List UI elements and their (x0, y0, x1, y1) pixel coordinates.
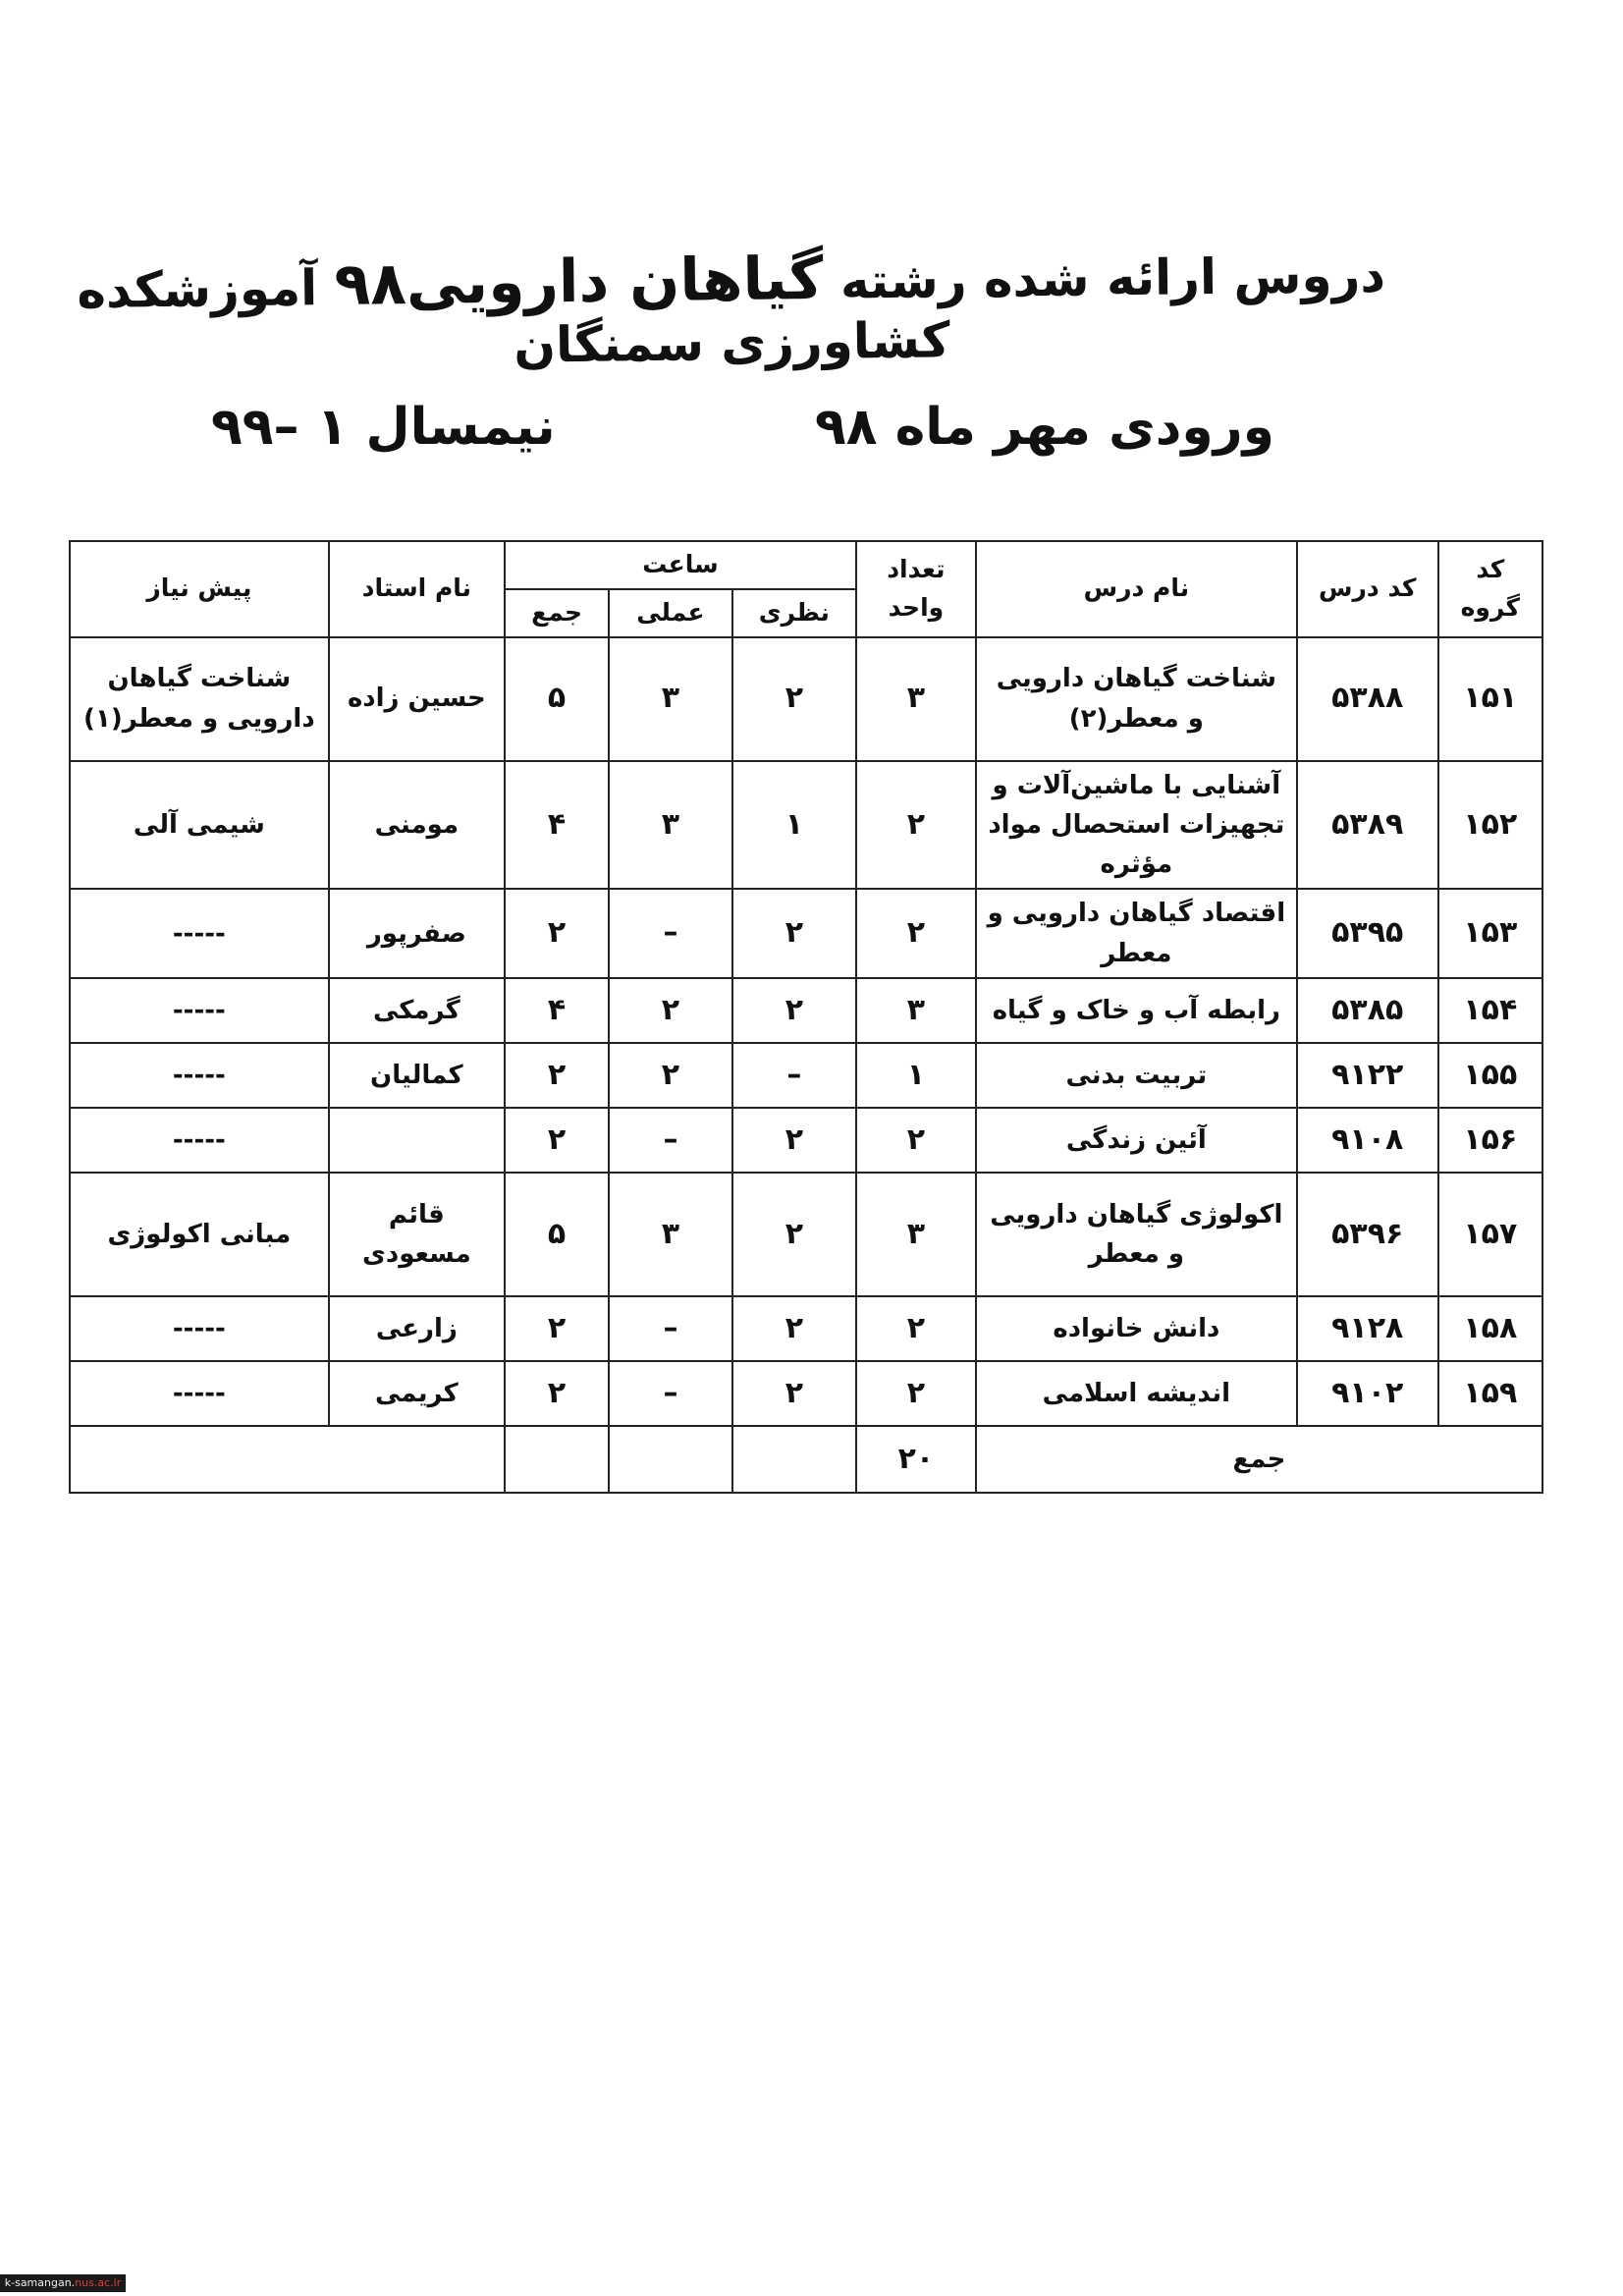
sum-units: ۲۰ (856, 1426, 976, 1493)
prereq-cell: شیمی آلی (70, 761, 329, 890)
theory-cell: ۲ (732, 1296, 856, 1361)
group-cell: ۱۵۷ (1438, 1173, 1542, 1296)
theory-cell: ۲ (732, 1173, 856, 1296)
practical-cell: – (609, 889, 732, 978)
name-cell: آشنایی با ماشین‌آلات و تجهیزات استحصال مواد مؤثره (976, 761, 1297, 890)
prereq-cell: شناخت گیاهان دارویی و معطر(۱) (70, 637, 329, 761)
theory-cell: ۱ (732, 761, 856, 890)
sum-empty-cell (732, 1426, 856, 1493)
units-cell: ۲ (856, 889, 976, 978)
prereq-cell: مبانی اکولوژی (70, 1173, 329, 1296)
name-cell: تربیت بدنی (976, 1043, 1297, 1108)
table-row (70, 889, 1542, 978)
sum-empty-cell (70, 1426, 505, 1493)
professor-cell: زارعی (329, 1296, 505, 1361)
table-row (70, 978, 1542, 1043)
name-cell: رابطه آب و خاک و گیاه (976, 978, 1297, 1043)
units-cell: ۳ (856, 1173, 976, 1296)
header-prerequisite: پیش نیاز (70, 541, 329, 637)
header-group-code: کد گروه (1438, 541, 1542, 637)
units-cell: ۳ (856, 637, 976, 761)
code-cell: ۹۱۰۸ (1297, 1108, 1438, 1173)
table-row (70, 637, 1542, 761)
code-cell: ۹۱۲۸ (1297, 1296, 1438, 1361)
name-cell: اکولوژی گیاهان دارویی و معطر (976, 1173, 1297, 1296)
code-cell: ۹۱۰۲ (1297, 1361, 1438, 1426)
table-row (70, 1361, 1542, 1426)
total-cell: ۲ (505, 1043, 609, 1108)
name-cell: دانش خانواده (976, 1296, 1297, 1361)
header-course-name: نام درس (976, 541, 1297, 637)
group-cell: ۱۵۶ (1438, 1108, 1542, 1173)
theory-cell: ۲ (732, 978, 856, 1043)
prereq-cell: ----- (70, 1361, 329, 1426)
total-cell: ۲ (505, 1108, 609, 1173)
units-cell: ۲ (856, 1296, 976, 1361)
practical-cell: ۲ (609, 978, 732, 1043)
theory-cell: ۲ (732, 1108, 856, 1173)
professor-cell: مومنی (329, 761, 505, 890)
units-cell: ۱ (856, 1043, 976, 1108)
code-cell: ۵۳۹۶ (1297, 1173, 1438, 1296)
code-cell: ۵۳۹۵ (1297, 889, 1438, 978)
prereq-cell: ----- (70, 1296, 329, 1361)
title-big: گیاهان دارویی۹۸ (334, 244, 824, 319)
header-total: جمع (505, 589, 609, 637)
name-cell: آئین زندگی (976, 1108, 1297, 1173)
site-watermark (0, 2274, 126, 2292)
practical-cell: ۳ (609, 637, 732, 761)
table-row (70, 1296, 1542, 1361)
prereq-cell: ----- (70, 978, 329, 1043)
professor-cell: گرمکی (329, 978, 505, 1043)
header-professor: نام استاد (329, 541, 505, 637)
units-cell: ۳ (856, 978, 976, 1043)
site-watermark-accent: nus.ac.ir (75, 2276, 122, 2289)
group-cell: ۱۵۹ (1438, 1361, 1542, 1426)
courses-table (69, 540, 1543, 1494)
sum-label: جمع (976, 1426, 1542, 1493)
sum-row (70, 1426, 1542, 1493)
sum-empty-cell (609, 1426, 732, 1493)
professor-cell: حسین زاده (329, 637, 505, 761)
table-row (70, 1043, 1542, 1108)
code-cell: ۵۳۸۹ (1297, 761, 1438, 890)
term-subtitle: نیمسال ۱ –۹۹ (211, 398, 556, 457)
total-cell: ۲ (505, 1361, 609, 1426)
header-units: تعداد واحد (856, 541, 976, 637)
practical-cell: – (609, 1361, 732, 1426)
units-cell: ۲ (856, 761, 976, 890)
total-cell: ۴ (505, 978, 609, 1043)
name-cell: اندیشه اسلامی (976, 1361, 1297, 1426)
group-cell: ۱۵۱ (1438, 637, 1542, 761)
theory-cell: ۲ (732, 637, 856, 761)
code-cell: ۵۳۸۸ (1297, 637, 1438, 761)
site-watermark-pre: k-samangan. (4, 2276, 76, 2289)
professor-cell: کریمی (329, 1361, 505, 1426)
total-cell: ۵ (505, 637, 609, 761)
practical-cell: ۳ (609, 761, 732, 890)
table-row (70, 761, 1542, 890)
title-post: آموزشکده کشاورزی سمنگان (77, 259, 950, 374)
header-practical: عملی (609, 589, 732, 637)
group-cell: ۱۵۸ (1438, 1296, 1542, 1361)
table-row (70, 1108, 1542, 1173)
sum-empty-cell (505, 1426, 609, 1493)
prereq-cell: ----- (70, 1043, 329, 1108)
theory-cell: ۲ (732, 889, 856, 978)
units-cell: ۲ (856, 1108, 976, 1173)
title-pre: دروس ارائه شده رشته (839, 246, 1386, 310)
professor-cell: صفرپور (329, 889, 505, 978)
practical-cell: – (609, 1108, 732, 1173)
total-cell: ۲ (505, 1296, 609, 1361)
prereq-cell: ----- (70, 889, 329, 978)
header-theory: نظری (732, 589, 856, 637)
header-hours: ساعت (505, 541, 856, 589)
page-title (58, 238, 1404, 380)
professor-cell (329, 1108, 505, 1173)
practical-cell: ۳ (609, 1173, 732, 1296)
professor-cell: کمالیان (329, 1043, 505, 1108)
header-course-code: کد درس (1297, 541, 1438, 637)
group-cell: ۱۵۴ (1438, 978, 1542, 1043)
prereq-cell: ----- (70, 1108, 329, 1173)
code-cell: ۵۳۸۵ (1297, 978, 1438, 1043)
group-cell: ۱۵۳ (1438, 889, 1542, 978)
entry-subtitle: ورودی مهر ماه ۹۸ (815, 398, 1275, 457)
code-cell: ۹۱۲۲ (1297, 1043, 1438, 1108)
units-cell: ۲ (856, 1361, 976, 1426)
total-cell: ۵ (505, 1173, 609, 1296)
practical-cell: ۲ (609, 1043, 732, 1108)
name-cell: شناخت گیاهان دارویی و معطر(۲) (976, 637, 1297, 761)
theory-cell: ۲ (732, 1361, 856, 1426)
group-cell: ۱۵۵ (1438, 1043, 1542, 1108)
name-cell: اقتصاد گیاهان دارویی و معطر (976, 889, 1297, 978)
table-row (70, 1173, 1542, 1296)
total-cell: ۴ (505, 761, 609, 890)
professor-cell: قائم مسعودی (329, 1173, 505, 1296)
group-cell: ۱۵۲ (1438, 761, 1542, 890)
total-cell: ۲ (505, 889, 609, 978)
practical-cell: – (609, 1296, 732, 1361)
theory-cell: – (732, 1043, 856, 1108)
